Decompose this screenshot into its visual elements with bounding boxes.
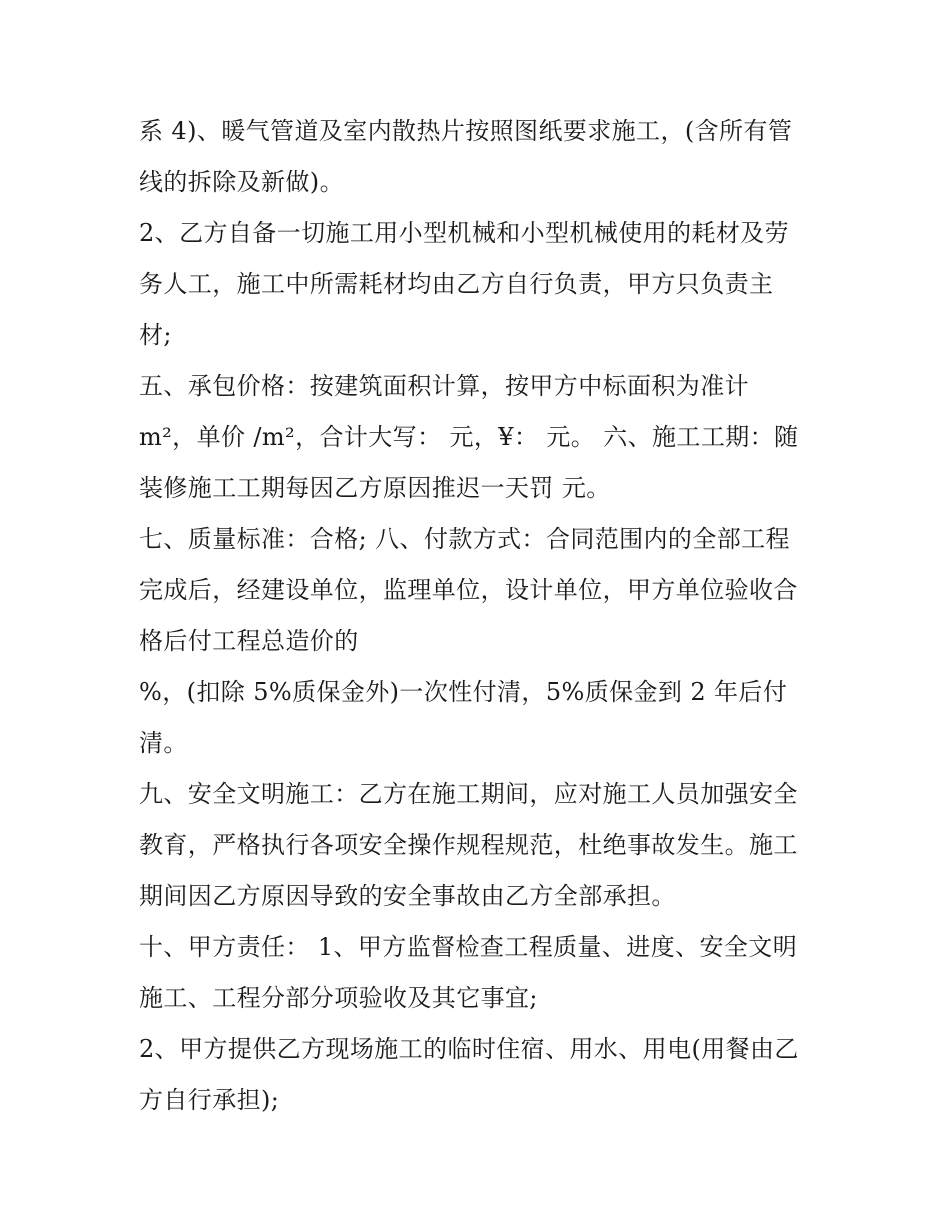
text-line: 系 4)、暖气管道及室内散热片按照图纸要求施工，(含所有管 (139, 117, 793, 145)
text-line: 施工、工程分部分项验收及其它事宜; (139, 984, 538, 1012)
text-line: 十、甲方责任： 1、甲方监督检查工程质量、进度、安全文明 (139, 933, 798, 961)
text-line: 2、乙方自备一切施工用小型机械和小型机械使用的耗材及劳 (139, 219, 790, 247)
text-line: 九、安全文明施工：乙方在施工期间，应对施工人员加强安全 (139, 780, 798, 808)
text-line: 教育，严格执行各项安全操作规程规范，杜绝事故发生。施工 (139, 831, 798, 859)
text-line: 材; (139, 321, 172, 349)
text-line: 格后付工程总造价的 (139, 627, 359, 655)
text-line: 装修施工工期每因乙方原因推迟一天罚 元。 (139, 474, 611, 502)
text-line: m²，单价 /m²，合计大写： 元，¥： 元。 六、施工工期：随 (139, 423, 799, 451)
text-line: 2、甲方提供乙方现场施工的临时住宿、用水、用电(用餐由乙 (139, 1035, 799, 1063)
text-line: 完成后，经建设单位，监理单位，设计单位，甲方单位验收合 (139, 576, 798, 604)
text-line: 方自行承担); (139, 1086, 280, 1114)
text-line: %，(扣除 5%质保金外)一次性付清，5%质保金到 2 年后付 (139, 678, 788, 706)
text-line: 期间因乙方原因导致的安全事故由乙方全部承担。 (139, 882, 676, 910)
text-line: 五、承包价格：按建筑面积计算，按甲方中标面积为准计 (139, 372, 749, 400)
text-line: 务人工，施工中所需耗材均由乙方自行负责，甲方只负责主 (139, 270, 774, 298)
document-body (139, 106, 819, 1126)
text-line: 七、质量标准：合格; 八、付款方式：合同范围内的全部工程 (139, 525, 790, 553)
text-line: 线的拆除及新做)。 (139, 168, 344, 196)
text-line: 清。 (139, 729, 188, 757)
